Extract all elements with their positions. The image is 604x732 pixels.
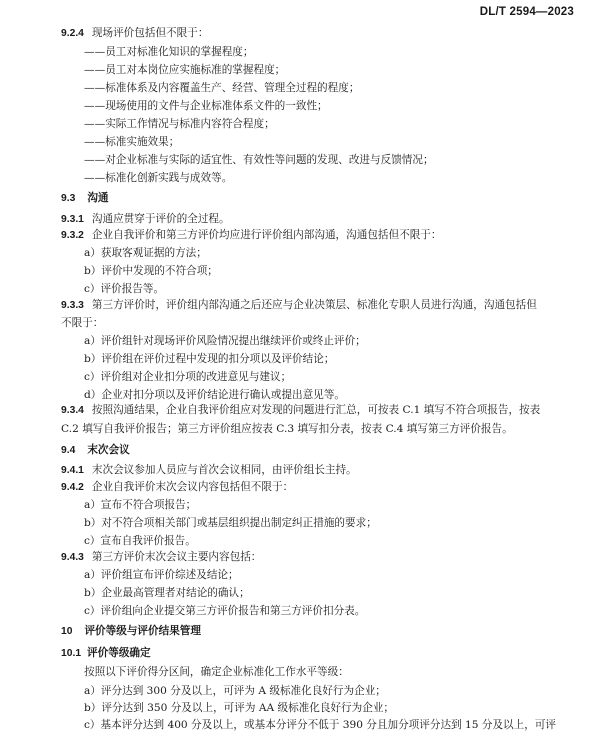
section-heading-10-1 [61, 646, 151, 661]
list-item: d）企业对扣分项以及评价结论进行确认或提出意见等。 [84, 389, 346, 401]
section-number: 9.4 [61, 445, 76, 456]
section-title: 末次会议 [87, 444, 130, 456]
clause-text: 企业自我评价和第三方评价均应进行评价组内部沟通，沟通包括但不限于： [91, 229, 442, 241]
clause-text-continued: C.2 填写自我评价报告；第三方评价组应按表 C.3 填写扣分表，按表 C.4 填写第三方评价报告。 [61, 423, 513, 435]
clause-number: 9.4.2 [61, 482, 84, 493]
list-item: ——标准体系及内容覆盖生产、经营、管理全过程的程度； [84, 82, 360, 94]
list-item: b）评价中发现的不符合项； [84, 265, 218, 277]
paragraph: 按照以下评价得分区间，确定企业标准化工作水平等级： [84, 666, 349, 678]
clause-9-4-2 [61, 480, 293, 495]
clause-text: 沟通应贯穿于评价的全过程。 [91, 213, 230, 225]
list-item: b）评价组在评价过程中发现的扣分项以及评价结论； [84, 353, 335, 365]
clause-text: 按照沟通结果，企业自我评价组应对发现的问题进行汇总，可按表 C.1 填写不符合项报告，按表 [91, 404, 541, 416]
clause-number: 9.4.3 [61, 552, 84, 563]
section-heading-9-4 [61, 443, 130, 458]
clause-number: 9.3.3 [61, 300, 84, 311]
list-item: ——员工对标准化知识的掌握程度； [84, 46, 254, 58]
list-item: a）评分达到 300 分及以上，可评为 A 级标准化良好行为企业； [84, 685, 386, 697]
chapter-number: 10 [61, 626, 73, 637]
list-item: c）宣布自我评价报告。 [84, 535, 196, 547]
clause-text: 末次会议参加人员应与首次会议相同，由评价组长主持。 [91, 464, 357, 476]
chapter-title: 评价等级与评价结果管理 [84, 625, 201, 637]
list-item: b）对不符合项相关部门或基层组织提出制定纠正措施的要求； [84, 517, 377, 529]
clause-number: 9.3.1 [61, 214, 84, 225]
clause-text: 企业自我评价末次会议内容包括但不限于： [91, 481, 294, 493]
clause-9-3-1 [61, 212, 230, 227]
list-item: ——现场使用的文件与企业标准体系文件的一致性； [84, 100, 328, 112]
clause-number: 9.3.4 [61, 405, 84, 416]
document-id: DL/T 2594—2023 [479, 6, 574, 18]
section-title: 沟通 [87, 192, 109, 204]
clause-9-2-4 [61, 26, 208, 41]
list-item: ——员工对本岗位应实施标准的掌握程度； [84, 64, 286, 76]
clause-9-3-3 [61, 298, 537, 313]
list-item: ——对企业标准与实际的适宜性、有效性等问题的发现、改进与反馈情况； [84, 154, 434, 166]
clause-text-continued: 不限于： [61, 317, 104, 329]
clause-9-3-2 [61, 228, 442, 243]
chapter-heading-10 [61, 624, 201, 639]
list-item: a）评价组宣布评价综述及结论； [84, 569, 239, 581]
section-title: 评价等级确定 [87, 647, 151, 659]
clause-9-4-3 [61, 550, 261, 565]
list-item: b）评分达到 350 分及以上，可评为 AA 级标准化良好行为企业； [84, 702, 395, 714]
list-item: ——标准化创新实践与成效等。 [84, 172, 233, 184]
section-heading-9-3 [61, 191, 109, 206]
clause-number: 9.2.4 [61, 28, 84, 39]
clause-9-3-4 [61, 403, 540, 418]
list-item: a）评价组针对现场评价风险情况提出继续评价或终止评价； [84, 335, 366, 347]
list-item: c）评价报告等。 [84, 283, 165, 295]
clause-text: 现场评价包括但不限于： [91, 27, 209, 39]
clause-number: 9.4.1 [61, 465, 84, 476]
list-item: ——标准实施效果； [84, 136, 180, 148]
section-number: 9.3 [61, 193, 76, 204]
list-item: c）评价组对企业扣分项的改进意见与建议； [84, 371, 292, 383]
clause-9-4-1 [61, 463, 357, 478]
section-number: 10.1 [61, 648, 82, 659]
list-item: b）企业最高管理者对结论的确认； [84, 587, 250, 599]
list-item: c）评价组向企业提交第三方评价报告和第三方评价扣分表。 [84, 605, 366, 617]
list-item: a）宣布不符合项报告； [84, 499, 197, 511]
list-item: c）基本评分达到 400 分及以上，或基本分评分不低于 390 分且加分项评分达到 15 分及以上，可评 [84, 719, 557, 731]
list-item: ——实际工作情况与标准内容符合程度； [84, 118, 275, 130]
clause-text: 第三方评价末次会议主要内容包括： [91, 551, 262, 563]
clause-text: 第三方评价时，评价组内部沟通之后还应与企业决策层、标准化专职人员进行沟通，沟通包括但 [91, 299, 537, 311]
clause-number: 9.3.2 [61, 230, 84, 241]
list-item: a）获取客观证据的方法； [84, 247, 207, 259]
